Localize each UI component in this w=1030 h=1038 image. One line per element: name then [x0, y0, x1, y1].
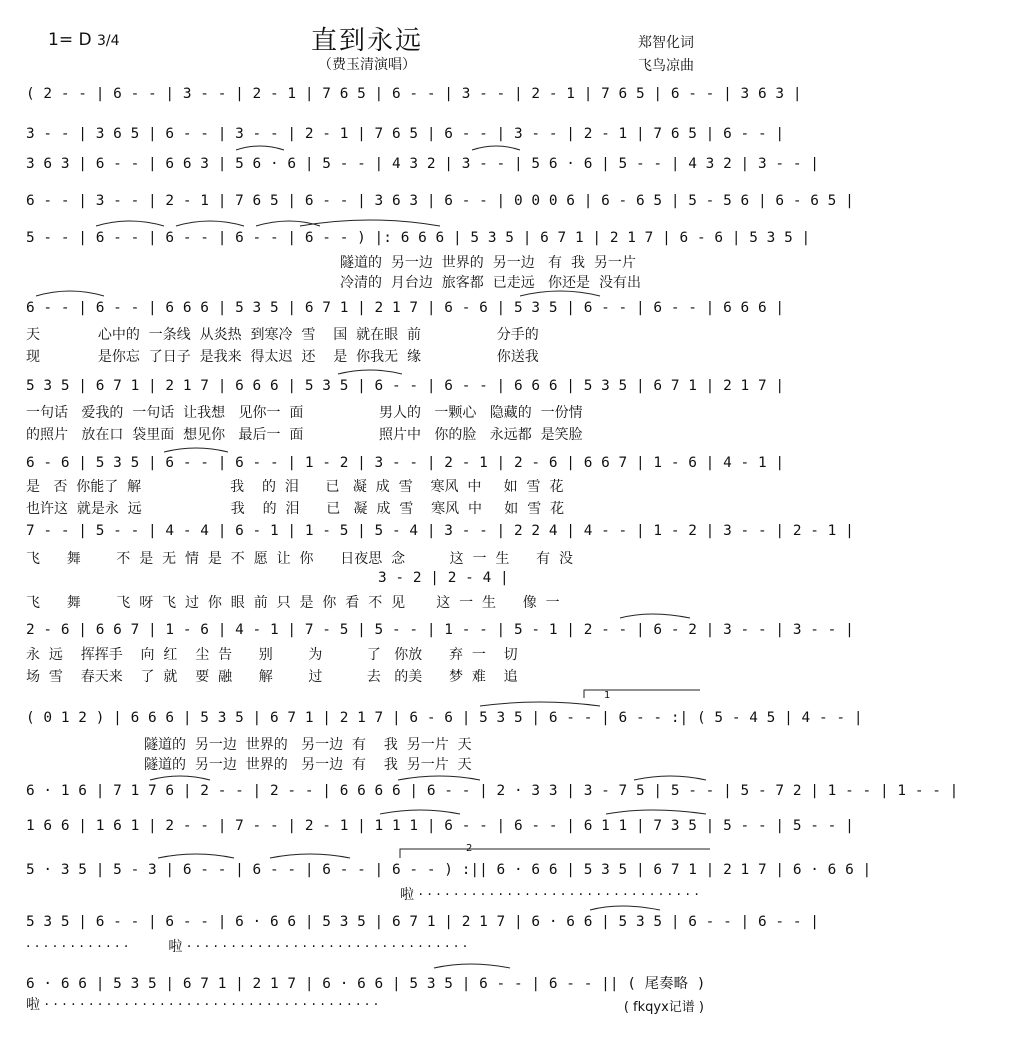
- song-title: 直到永远: [310, 26, 423, 56]
- score-line-4: 6 - - | 3 - - | 2 - 1 | 7 6 5 | 6 - - | 3 6 3 | 6 - - | 0 0 0 6 | 6 - 6 5 | 5 - 5 6 | 6 - 6 5 |: [26, 193, 854, 209]
- lyric-line-2: 冷清的 月台边 旅客都 已走远 你还是 没有出: [340, 275, 641, 291]
- volta-2-bracket: [400, 849, 710, 858]
- lyric-line-12: 场 雪 春天来 了 就 要 融 解 过 去 的美 梦 难 追: [26, 669, 518, 685]
- lyric-line-11: 永 远 挥挥手 向 红 尘 告 别 为 了 你放 弃 一 切: [26, 647, 518, 663]
- lyric-line-3: 天 心中的 一条线 从炎热 到寒冷 雪 国 就在眼 前 分手的: [26, 327, 539, 343]
- score-line-11: ( 0 1 2 ) | 6 6 6 | 5 3 5 | 6 7 1 | 2 1 7 | 6 - 6 | 5 3 5 | 6 - - | 6 - - :| ( 5 - 4 5 | 4 - - |: [26, 710, 863, 726]
- score-line-15: 5 3 5 | 6 - - | 6 - - | 6 · 6 6 | 5 3 5 | 6 7 1 | 2 1 7 | 6 · 6 6 | 5 3 5 | 6 - - | 6 - - |: [26, 914, 819, 930]
- score-line-3: 3 6 3 | 6 - - | 6 6 3 | 5 6 · 6 | 5 - - | 4 3 2 | 3 - - | 5 6 · 6 | 5 - - | 4 3 2 | 3 - - |: [26, 156, 819, 172]
- slur-13: [150, 776, 210, 780]
- slur-8: [236, 146, 284, 150]
- lyric-line-13: 隧道的 另一边 世界的 另一边 有 我 另一片 天: [144, 737, 472, 753]
- lyric-line-1: 隧道的 另一边 世界的 另一边 有 我 另一片: [340, 255, 636, 271]
- score-line-12: 6 · 1 6 | 7 1 7 6 | 2 - - | 2 - - | 6 6 6 6 | 6 - - | 2 · 3 3 | 3 - 7 5 | 5 - - | 5 - 7 2 | 1 - - | 1 - - |: [26, 783, 959, 799]
- score-line-14: 5 · 3 5 | 5 - 3 | 6 - - | 6 - - | 6 - - | 6 - - ) :|| 6 · 6 6 | 5 3 5 | 6 7 1 | 2 1 7 | 6 · 6 6 |: [26, 862, 872, 878]
- slur-14: [398, 776, 480, 780]
- lyric-line-17: 啦 · · · · · · · · · · · · · · · · · · · · · · · · · · · · · · · · · · · · · ·: [26, 997, 379, 1013]
- slur-18: [158, 854, 234, 858]
- lyricist-credit: 郑智化词: [638, 35, 694, 51]
- slur-2: [96, 221, 164, 226]
- time-signature: 3/4: [96, 33, 120, 49]
- score-line-5: 5 - - | 6 - - | 6 - - | 6 - - | 6 - - ) |: 6 6 6 | 5 3 5 | 6 7 1 | 2 1 7 | 6 - 6 | 5 3 5 |: [26, 230, 811, 246]
- key-signature: 1= D 3/4: [48, 30, 120, 50]
- transcriber-credit: ( fkqyx记谱 ): [623, 1000, 704, 1015]
- slur-4: [256, 221, 320, 226]
- score-line-9-alt: 3 - 2 | 2 - 4 |: [378, 570, 509, 586]
- slur-11: [620, 614, 690, 618]
- score-line-13: 1 6 6 | 1 6 1 | 2 - - | 7 - - | 2 - 1 | 1 1 1 | 6 - - | 6 - - | 6 1 1 | 7 3 5 | 5 - - | 5 - - |: [26, 818, 854, 834]
- slur-20: [590, 906, 660, 910]
- lyric-line-8: 也许这 就是永 远 我 的 泪 已 凝 成 雪 寒风 中 如 雪 花: [26, 501, 565, 517]
- score-line-1: ( 2 - - | 6 - - | 3 - - | 2 - 1 | 7 6 5 | 6 - - | 3 - - | 2 - 1 | 7 6 5 | 6 - - | 3 6 3 |: [26, 86, 802, 102]
- score-line-9: 7 - - | 5 - - | 4 - 4 | 6 - 1 | 1 - 5 | 5 - 4 | 3 - - | 2 2 4 | 4 - - | 1 - 2 | 3 - - | 2 - 1 |: [26, 523, 854, 539]
- slur-1: [300, 220, 440, 226]
- slur-9: [472, 146, 520, 150]
- lyric-line-7: 是 否 你能了 解 我 的 泪 已 凝 成 雪 寒风 中 如 雪 花: [26, 479, 564, 495]
- composer-credit: 飞鸟凉曲: [638, 58, 694, 74]
- lyric-line-15: 啦 · · · · · · · · · · · · · · · · · · · · · · · · · · · · · · · ·: [400, 887, 699, 903]
- score-line-6: 6 - - | 6 - - | 6 6 6 | 5 3 5 | 6 7 1 | 2 1 7 | 6 - 6 | 5 3 5 | 6 - - | 6 - - | 6 6 6 |: [26, 300, 785, 316]
- score-line-16: 6 · 6 6 | 5 3 5 | 6 7 1 | 2 1 7 | 6 · 6 6 | 5 3 5 | 6 - - | 6 - - || ( 尾奏略 ): [26, 976, 706, 992]
- volta-1-label: 1: [604, 690, 611, 701]
- lyric-line-16: · · · · · · · · · · · · 啦 · · · · · · · · · · · · · · · · · · · · · · · · · · · · · · · ·: [26, 939, 468, 955]
- score-line-10: 2 - 6 | 6 6 7 | 1 - 6 | 4 - 1 | 7 - 5 | 5 - - | 1 - - | 5 - 1 | 2 - - | 6 - 2 | 3 - - | 3 - - |: [26, 622, 854, 638]
- lyric-line-5: 一句话 爱我的 一句话 让我想 见你一 面 男人的 一颗心 隐藏的 一份情: [26, 405, 583, 421]
- song-subtitle: （费玉清演唱）: [318, 57, 416, 73]
- slur-10: [164, 448, 228, 452]
- slur-15: [634, 776, 706, 780]
- lyric-line-6: 的照片 放在口 袋里面 想见你 最后一 面 照片中 你的脸 永远都 是笑脸: [26, 427, 583, 443]
- slur-12: [480, 702, 600, 706]
- slur-21: [434, 964, 510, 968]
- slur-16: [380, 810, 460, 814]
- slur-3: [176, 221, 244, 226]
- score-line-2: 3 - - | 3 6 5 | 6 - - | 3 - - | 2 - 1 | 7 6 5 | 6 - - | 3 - - | 2 - 1 | 7 6 5 | 6 - - |: [26, 126, 785, 142]
- slur-17: [606, 810, 706, 814]
- lyric-line-4: 现 是你忘 了日子 是我来 得太迟 还 是 你我无 缘 你送我: [26, 349, 539, 365]
- volta-2-label: 2: [466, 843, 473, 854]
- slur-7: [338, 370, 402, 374]
- lyric-line-9: 飞 舞 不 是 无 情 是 不 愿 让 你 日夜思 念 这 一 生 有 没: [26, 551, 574, 567]
- lyric-line-10: 飞 舞 飞 呀 飞 过 你 眼 前 只 是 你 看 不 见 这 一 生 像 一: [26, 595, 560, 611]
- slur-19: [270, 854, 350, 858]
- score-line-7: 5 3 5 | 6 7 1 | 2 1 7 | 6 6 6 | 5 3 5 | 6 - - | 6 - - | 6 6 6 | 5 3 5 | 6 7 1 | 2 1 7 |: [26, 378, 785, 394]
- score-line-8: 6 - 6 | 5 3 5 | 6 - - | 6 - - | 1 - 2 | 3 - - | 2 - 1 | 2 - 6 | 6 6 7 | 1 - 6 | 4 - 1 |: [26, 455, 785, 471]
- lyric-line-14: 隧道的 另一边 世界的 另一边 有 我 另一片 天: [144, 757, 472, 773]
- volta-1-bracket: [584, 690, 700, 698]
